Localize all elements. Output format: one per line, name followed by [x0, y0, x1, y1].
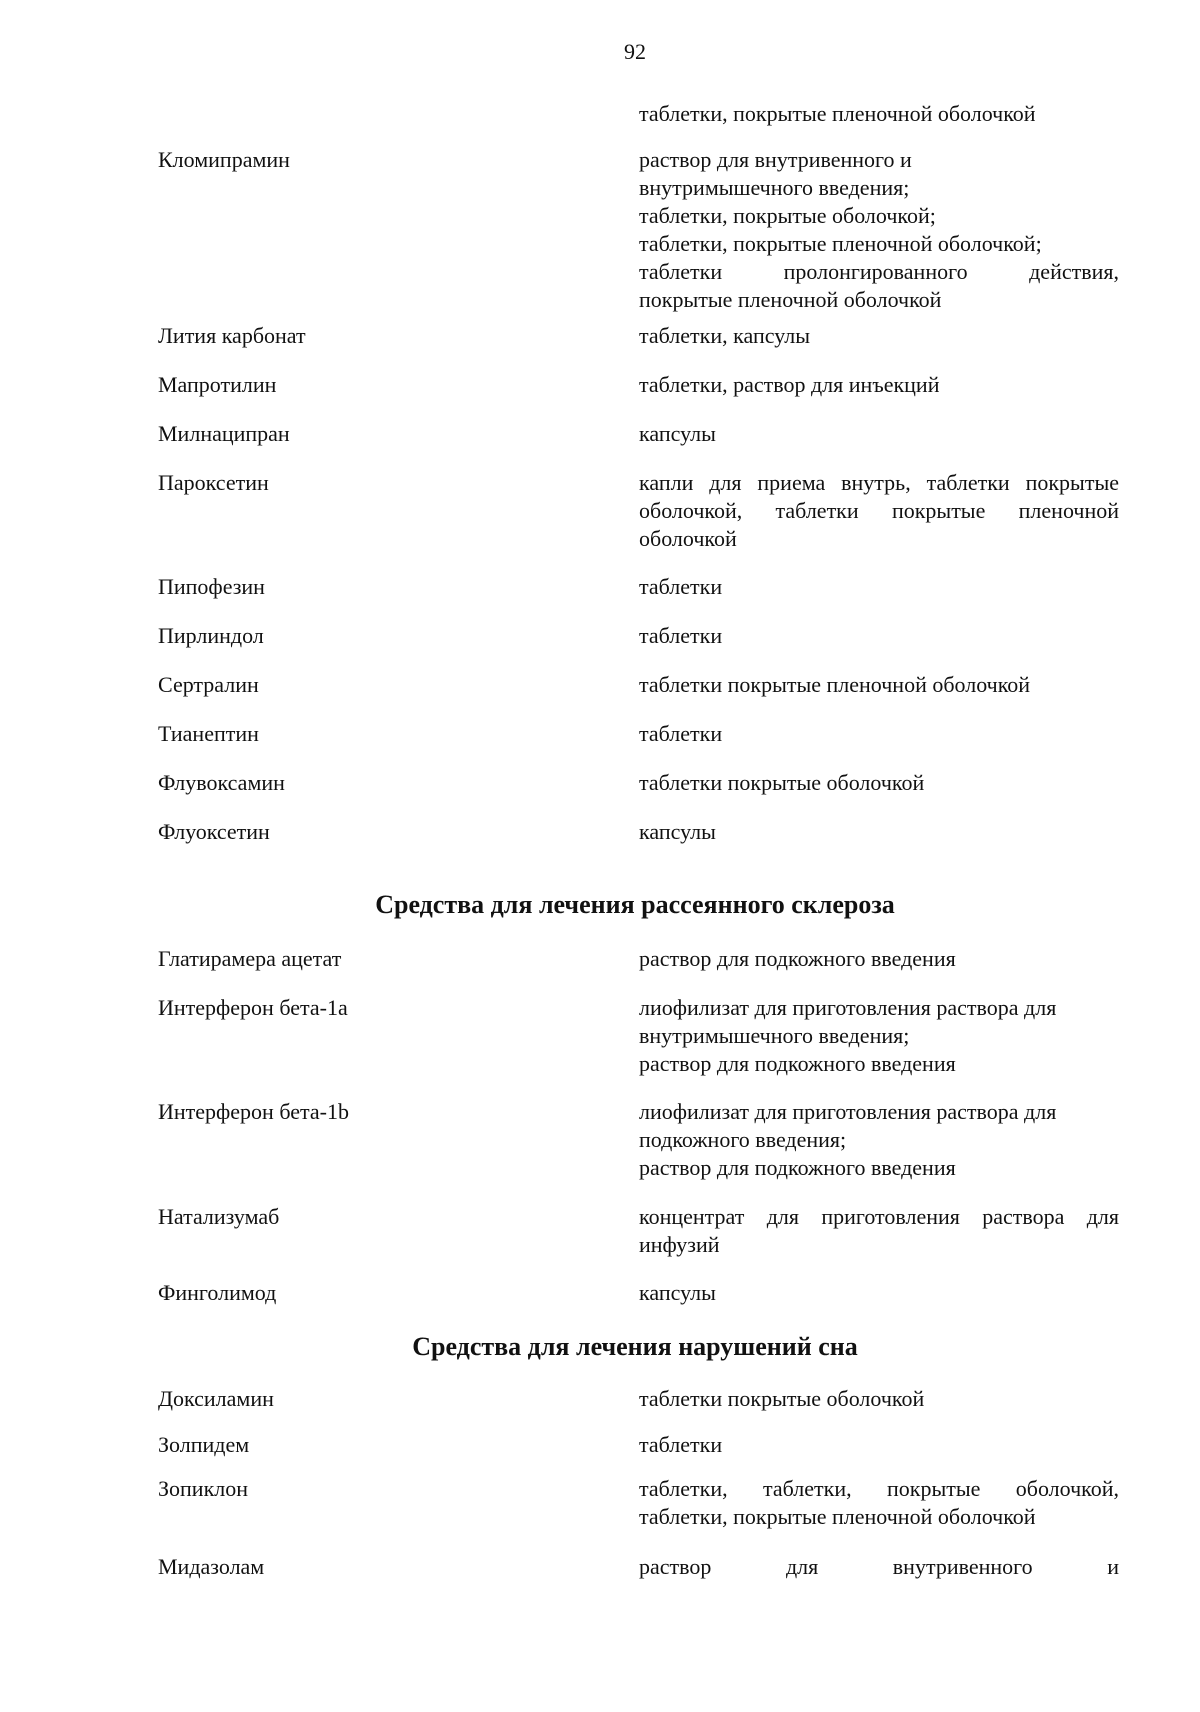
form-line: капсулы: [639, 1280, 716, 1305]
drug-name: Тианептин: [158, 721, 259, 746]
dosage-forms: [639, 1553, 1119, 1581]
drug-name: Пипофезин: [158, 574, 265, 599]
dosage-forms: [639, 100, 1119, 128]
drug-name: Золпидем: [158, 1432, 250, 1457]
drug-name: Мапротилин: [158, 372, 277, 397]
form-line: таблетки, покрытые пленочной оболочкой;: [639, 231, 1042, 256]
form-line: таблетки: [639, 623, 723, 648]
dosage-forms: [639, 1475, 1119, 1531]
form-line: оболочкой: [639, 526, 737, 551]
dosage-forms: [639, 622, 1119, 650]
dosage-forms: [639, 1279, 1119, 1307]
form-line: раствор для подкожного введения: [639, 1051, 956, 1076]
form-line: капсулы: [639, 819, 716, 844]
dosage-forms: [639, 469, 1119, 553]
form-line: капсулы: [639, 421, 716, 446]
drug-name: Зопиклон: [158, 1476, 249, 1501]
form-line: таблетки, таблетки, покрытые оболочкой,: [639, 1476, 1119, 1501]
form-line: покрытые пленочной оболочкой: [639, 287, 942, 312]
section-heading: Средства для лечения нарушений сна: [412, 1332, 858, 1361]
form-line: таблетки, капсулы: [639, 323, 810, 348]
drug-name: Натализумаб: [158, 1204, 280, 1229]
form-line: капли для приема внутрь, таблетки покрытые: [639, 470, 1119, 495]
dosage-forms: [639, 322, 1119, 350]
form-line: таблетки покрытые оболочкой: [639, 1386, 925, 1411]
drug-name: Кломипрамин: [158, 147, 290, 172]
section-heading: Средства для лечения рассеянного склероза: [375, 890, 895, 919]
form-line: раствор для внутривенного и: [639, 1554, 1119, 1579]
drug-name: Пароксетин: [158, 470, 269, 495]
drug-name: Сертралин: [158, 672, 259, 697]
form-line: подкожного введения;: [639, 1127, 847, 1152]
dosage-forms: [639, 1385, 1119, 1413]
drug-name: Пирлиндол: [158, 623, 264, 648]
dosage-forms: [639, 671, 1119, 699]
form-line: оболочкой, таблетки покрытые пленочной: [639, 498, 1119, 523]
form-line: таблетки, покрытые пленочной оболочкой: [639, 1504, 1036, 1529]
dosage-forms: [639, 420, 1119, 448]
form-line: раствор для подкожного введения: [639, 1155, 956, 1180]
dosage-forms: [639, 1203, 1119, 1259]
drug-name: Интерферон бета-1b: [158, 1099, 349, 1124]
form-line: таблетки покрытые оболочкой: [639, 770, 925, 795]
form-line: таблетки: [639, 721, 723, 746]
form-line: концентрат для приготовления раствора для: [639, 1204, 1119, 1229]
form-line: внутримышечного введения;: [639, 175, 910, 200]
drug-name: Интерферон бета-1а: [158, 995, 348, 1020]
drug-name: Лития карбонат: [158, 323, 306, 348]
form-line: таблетки, покрытые оболочкой;: [639, 203, 936, 228]
drug-name: Флувоксамин: [158, 770, 285, 795]
dosage-forms: [639, 371, 1119, 399]
dosage-forms: [639, 769, 1119, 797]
drug-name: Доксиламин: [158, 1386, 274, 1411]
form-line: лиофилизат для приготовления раствора для: [639, 1099, 1057, 1124]
drug-name: Милнаципран: [158, 421, 290, 446]
drug-name: Глатирамера ацетат: [158, 946, 342, 971]
form-line: лиофилизат для приготовления раствора для: [639, 995, 1057, 1020]
form-line: таблетки покрытые пленочной оболочкой: [639, 672, 1031, 697]
dosage-forms: [639, 945, 1119, 973]
drug-name: Флуоксетин: [158, 819, 270, 844]
dosage-forms: [639, 573, 1119, 601]
form-line: таблетки, покрытые пленочной оболочкой: [639, 101, 1036, 126]
form-line: внутримышечного введения;: [639, 1023, 910, 1048]
page-number: 92: [624, 39, 646, 64]
form-line: таблетки: [639, 1432, 723, 1457]
dosage-forms: [639, 1431, 1119, 1459]
form-line: таблетки пролонгированного действия,: [639, 259, 1119, 284]
dosage-forms: [639, 720, 1119, 748]
form-line: раствор для подкожного введения: [639, 946, 956, 971]
dosage-forms: [639, 994, 1119, 1078]
dosage-forms: [639, 1098, 1119, 1182]
form-line: таблетки: [639, 574, 723, 599]
dosage-forms: [639, 146, 1119, 314]
drug-name: Финголимод: [158, 1280, 277, 1305]
form-line: раствор для внутривенного и: [639, 147, 912, 172]
dosage-forms: [639, 818, 1119, 846]
form-line: инфузий: [639, 1232, 720, 1257]
drug-name: Мидазолам: [158, 1554, 265, 1579]
form-line: таблетки, раствор для инъекций: [639, 372, 940, 397]
